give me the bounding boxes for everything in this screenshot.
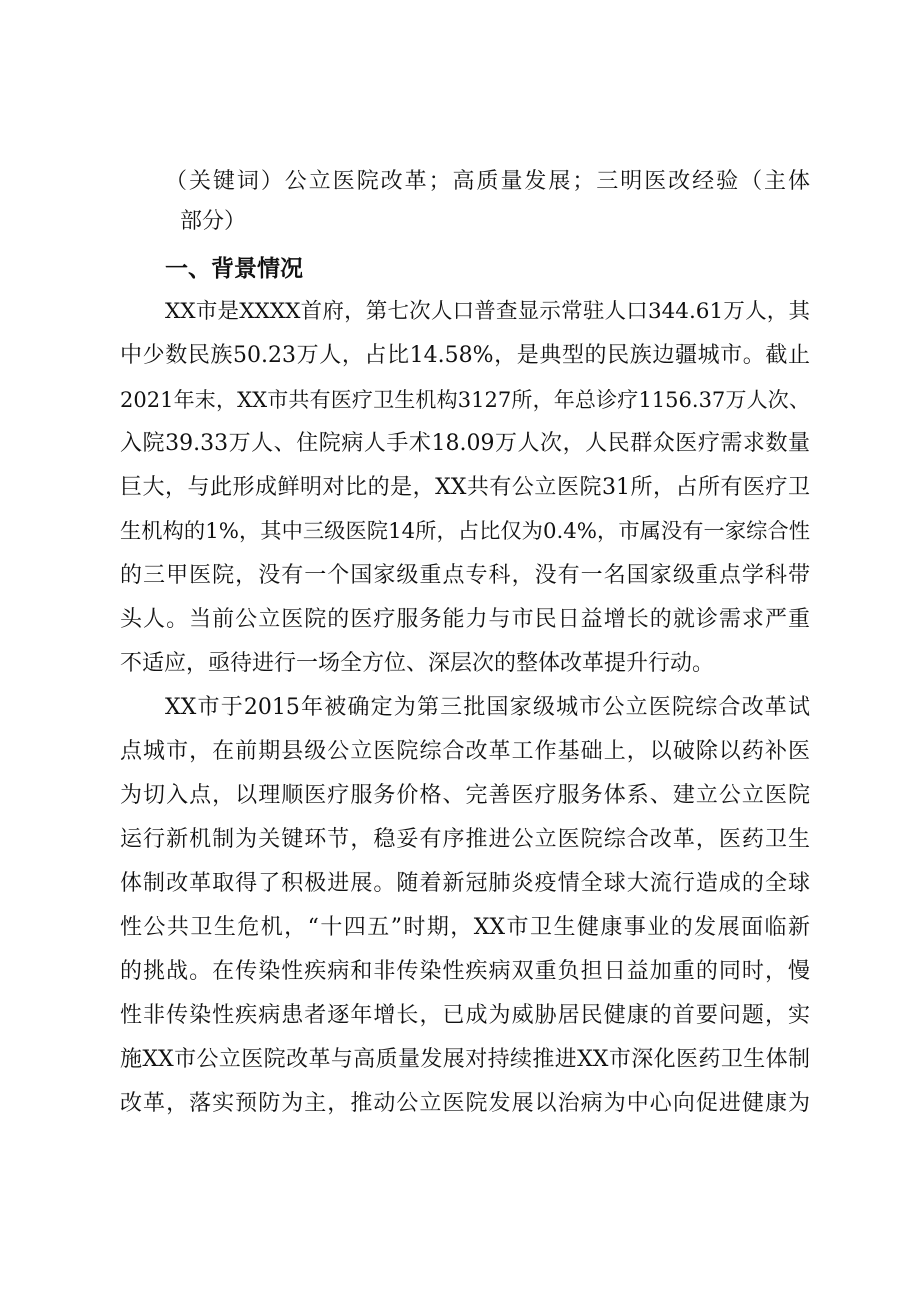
paragraph-2-line: 的挑战。在传染性疾病和非传染性疾病双重负担日益加重的同时，慢	[120, 959, 810, 984]
paragraph-2-line: 点城市，在前期县级公立医院综合改革工作基础上，以破除以药补医	[120, 739, 810, 764]
keywords-line-1: （关键词）公立医院改革；高质量发展；三明医改经验（主体	[165, 169, 810, 194]
keywords-line-2: 部分）	[180, 209, 247, 234]
paragraph-2-line: 性非传染性疾病患者逐年增长，已成为威胁居民健康的首要问题，实	[120, 1003, 810, 1028]
section-heading-background: 一、背景情况	[165, 256, 303, 282]
paragraph-1-line: 2021年末，XX市共有医疗卫生机构3127所，年总诊疗1156.37万人次、	[120, 388, 810, 412]
paragraph-2-line: 为切入点，以理顺医疗服务价格、完善医疗服务体系、建立公立医院	[120, 783, 810, 808]
paragraph-1-line: XX市是XXXX首府，第七次人口普查显示常驻人口344.61万人，其	[165, 299, 810, 324]
paragraph-1-line: 入院39.33万人、住院病人手术18.09万人次，人民群众医疗需求数量	[120, 431, 810, 456]
paragraph-2-line: 改革，落实预防为主，推动公立医院发展以治病为中心向促进健康为	[120, 1091, 810, 1116]
paragraph-1-line: 巨大，与此形成鲜明对比的是，XX共有公立医院31所，占所有医疗卫	[120, 475, 810, 500]
paragraph-2-line: 性公共卫生危机，“十四五”时期，XX市卫生健康事业的发展面临新	[120, 915, 810, 940]
paragraph-1-line: 不适应，亟待进行一场全方位、深层次的整体改革提升行动。	[120, 651, 715, 676]
paragraph-1-line: 中少数民族50.23万人，占比14.58%，是典型的民族边疆城市。截止	[120, 343, 810, 368]
paragraph-1-line: 生机构的1%，其中三级医院14所，占比仅为0.4%，市属没有一家综合性	[120, 519, 810, 544]
paragraph-1-line: 头人。当前公立医院的医疗服务能力与市民日益增长的就诊需求严重	[120, 607, 810, 632]
paragraph-2-line: 运行新机制为关键环节，稳妥有序推进公立医院综合改革，医药卫生	[120, 827, 810, 852]
paragraph-2-line: 施XX市公立医院改革与高质量发展对持续推进XX市深化医药卫生体制	[120, 1047, 810, 1072]
paragraph-1-line: 的三甲医院，没有一个国家级重点专科，没有一名国家级重点学科带	[120, 563, 810, 588]
paragraph-2-line: XX市于2015年被确定为第三批国家级城市公立医院综合改革试	[165, 695, 810, 720]
paragraph-2-line: 体制改革取得了积极进展。随着新冠肺炎疫情全球大流行造成的全球	[120, 871, 810, 896]
